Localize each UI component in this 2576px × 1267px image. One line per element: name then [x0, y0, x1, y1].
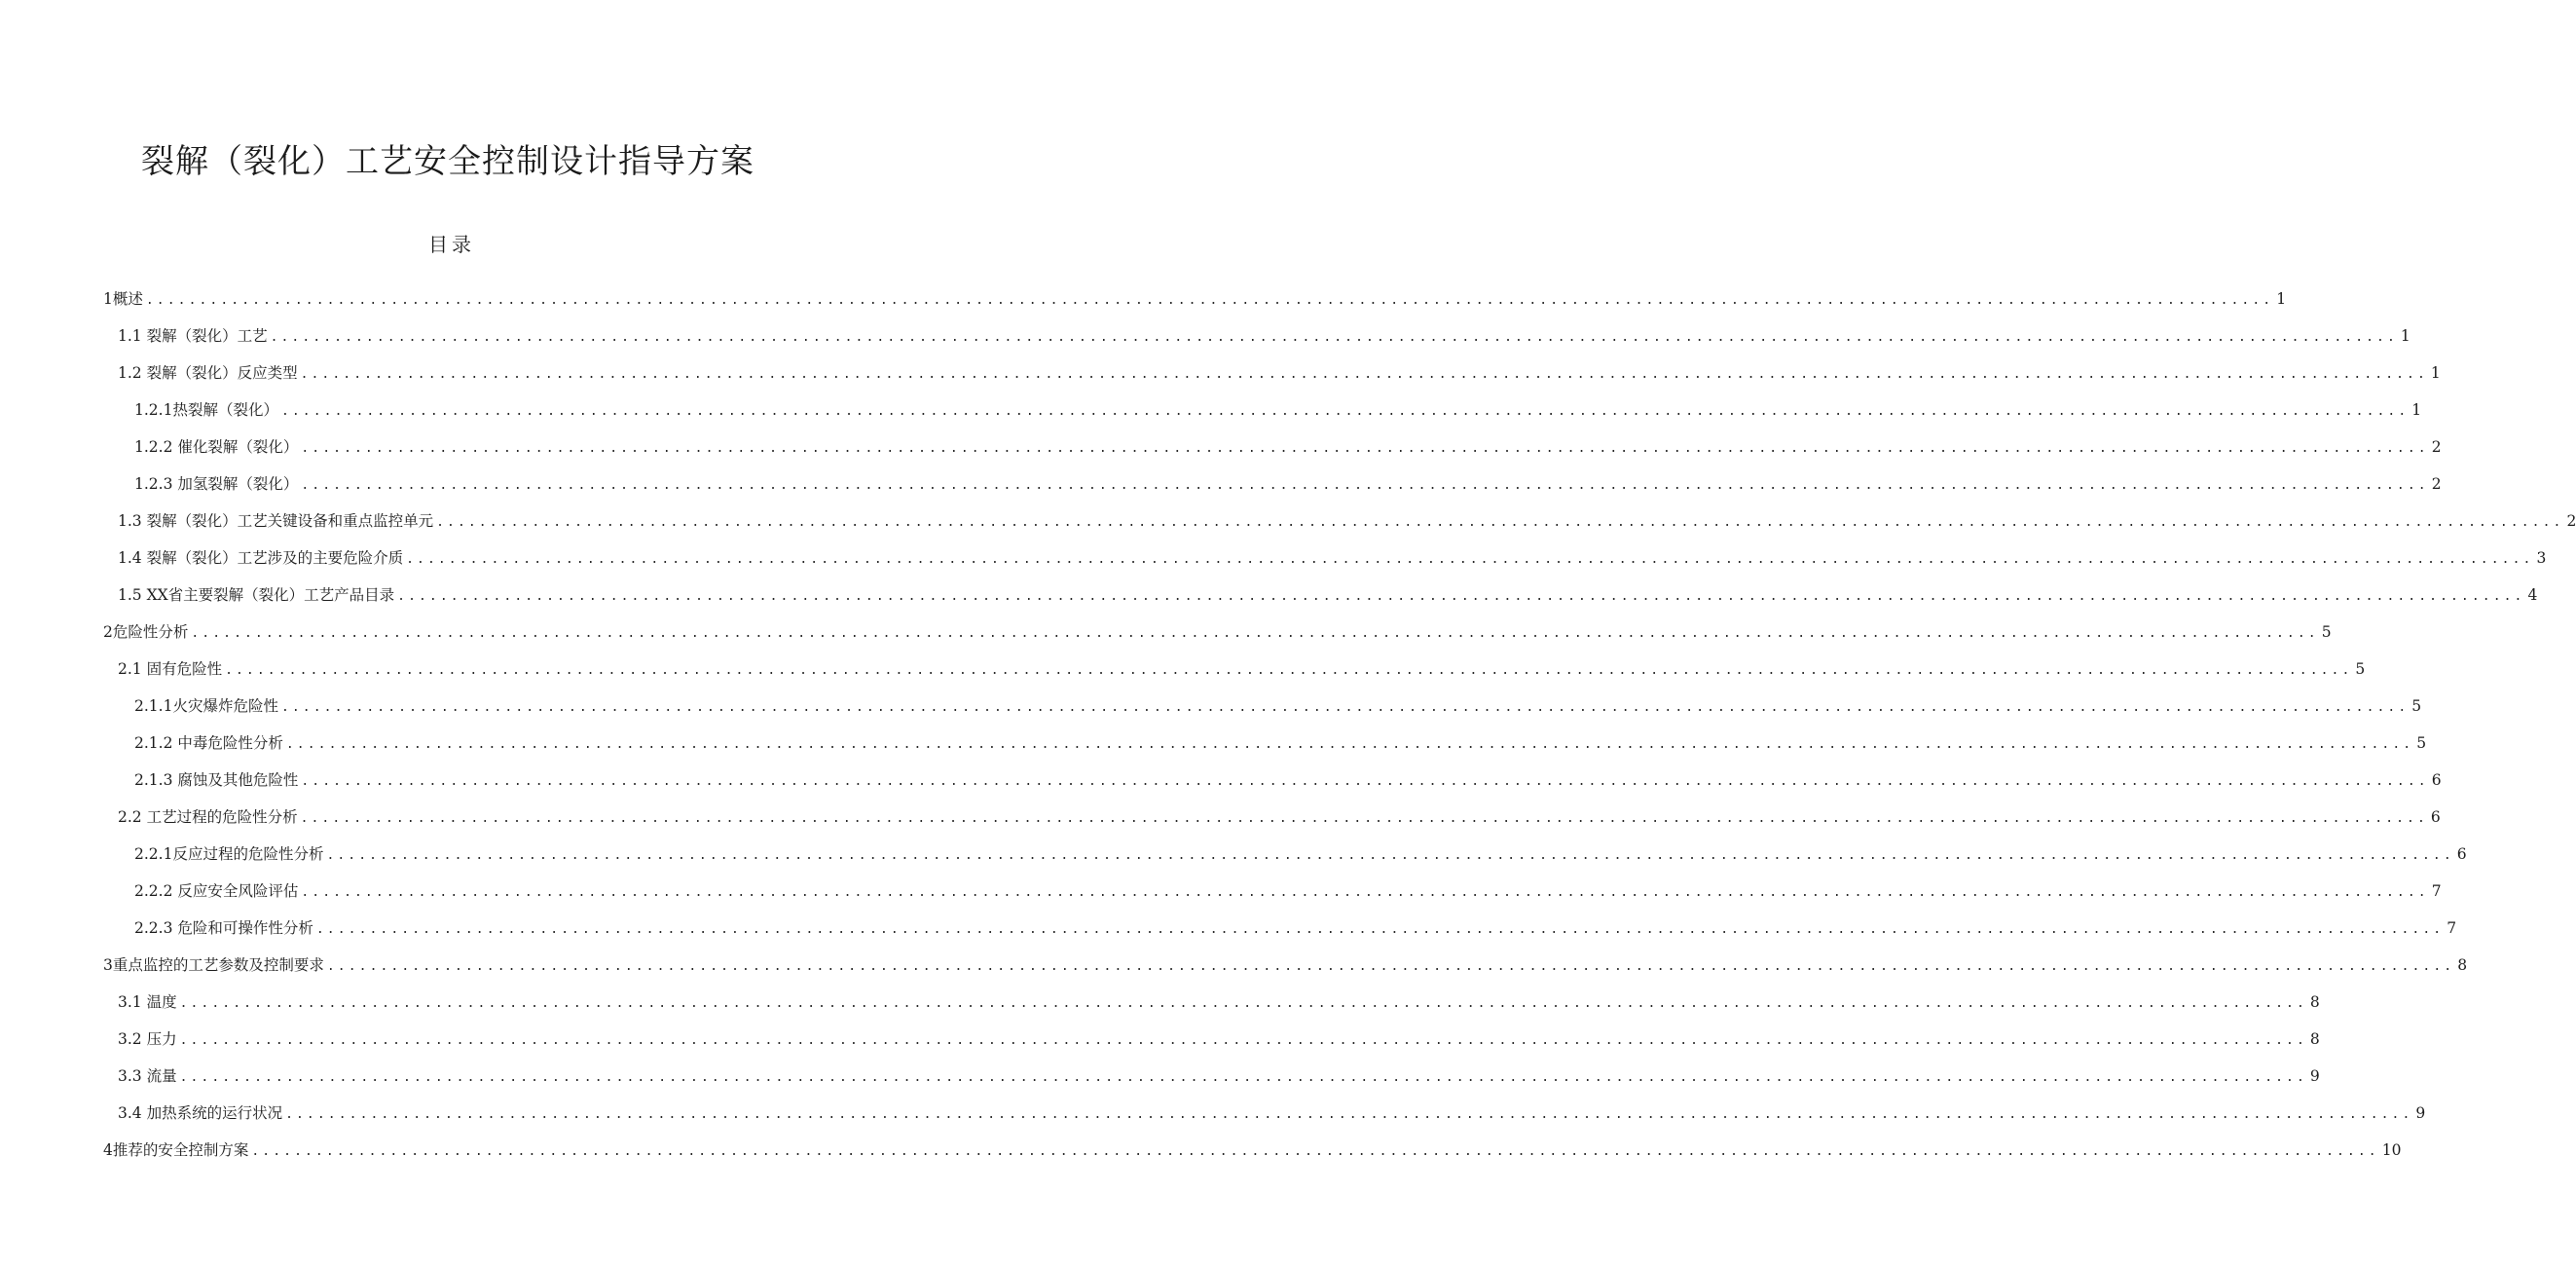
- toc-entry[interactable]: [118, 1058, 2320, 1095]
- toc-dot-leader: ........................................................................................................................................................................................................: [251, 1144, 2379, 1159]
- toc-dot-leader: ........................................................................................................................................................................................................: [300, 367, 2428, 382]
- toc-entry[interactable]: [118, 984, 2320, 1021]
- toc-entry[interactable]: [118, 1021, 2320, 1058]
- toc-entry-label: 3.3 流量: [118, 1067, 177, 1085]
- toc-entry-label: 2.2 工艺过程的危险性分析: [118, 808, 298, 826]
- toc-entry[interactable]: [118, 317, 2410, 354]
- toc-page-number: 5: [2355, 660, 2366, 678]
- toc-entry[interactable]: [118, 651, 2366, 688]
- toc-entry-label: 1.2.2 催化裂解（裂化）: [134, 438, 299, 456]
- toc-dot-leader: ........................................................................................................................................................................................................: [300, 811, 2428, 826]
- toc-dot-leader: ........................................................................................................................................................................................................: [179, 1033, 2307, 1048]
- toc-page-number: 8: [2309, 993, 2320, 1011]
- toc-page-number: 6: [2456, 845, 2467, 863]
- toc-heading: 目录: [428, 233, 475, 256]
- toc-page-number: 3: [2536, 549, 2547, 567]
- toc-entry[interactable]: [134, 391, 2422, 429]
- toc-entry-label: 1.4 裂解（裂化）工艺涉及的主要危险介质: [118, 549, 404, 567]
- toc-dot-leader: ........................................................................................................................................................................................................: [301, 478, 2429, 493]
- toc-entry[interactable]: [103, 1132, 2402, 1169]
- toc-page-number: 4: [2527, 586, 2538, 604]
- toc-entry[interactable]: [118, 354, 2441, 391]
- toc-dot-leader: ........................................................................................................................................................................................................: [145, 293, 2274, 308]
- toc-dot-leader: ........................................................................................................................................................................................................: [326, 959, 2455, 974]
- toc-page-number: 5: [2416, 734, 2427, 752]
- toc-entry[interactable]: [118, 540, 2547, 577]
- toc-entry-label: 2.1.2 中毒危险性分析: [134, 734, 283, 752]
- toc-entry-label: 1.2 裂解（裂化）反应类型: [118, 364, 298, 382]
- toc-dot-leader: ........................................................................................................................................................................................................: [280, 700, 2410, 715]
- toc-dot-leader: ........................................................................................................................................................................................................: [285, 737, 2414, 752]
- toc-entry-label: 3重点监控的工艺参数及控制要求: [103, 956, 324, 974]
- toc-dot-leader: ........................................................................................................................................................................................................: [179, 1070, 2307, 1085]
- toc-entry-label: 2.1.3 腐蚀及其他危险性: [134, 771, 299, 789]
- toc-dot-leader: ........................................................................................................................................................................................................: [270, 330, 2398, 345]
- toc-entry[interactable]: [134, 466, 2442, 503]
- toc-entry-label: 1.2.3 加氢裂解（裂化）: [134, 475, 299, 493]
- toc-entry-label: 2.2.1反应过程的危险性分析: [134, 845, 324, 863]
- toc-entry-label: 1.3 裂解（裂化）工艺关键设备和重点监控单元: [118, 512, 434, 530]
- toc-dot-leader: ........................................................................................................................................................................................................: [285, 1107, 2413, 1122]
- toc-entry[interactable]: [134, 688, 2422, 725]
- toc-dot-leader: ........................................................................................................................................................................................................: [315, 922, 2445, 937]
- toc-page-number: 1: [2400, 327, 2410, 345]
- toc-dot-leader: ........................................................................................................................................................................................................: [301, 441, 2429, 456]
- toc-entry[interactable]: [118, 503, 2576, 540]
- document-title: 裂解（裂化）工艺安全控制设计指导方案: [141, 142, 754, 181]
- toc-entry-label: 3.1 温度: [118, 993, 177, 1011]
- toc-dot-leader: ........................................................................................................................................................................................................: [436, 515, 2564, 530]
- toc-page-number: 5: [2411, 697, 2422, 715]
- toc-entry-label: 3.2 压力: [118, 1030, 177, 1048]
- toc-dot-leader: ........................................................................................................................................................................................................: [179, 996, 2307, 1011]
- toc-entry[interactable]: [134, 836, 2467, 873]
- toc-entry-label: 1.5 XX省主要裂解（裂化）工艺产品目录: [118, 586, 395, 604]
- toc-dot-leader: ........................................................................................................................................................................................................: [280, 404, 2410, 419]
- toc-entry-label: 2.1.1火灾爆炸危险性: [134, 697, 278, 715]
- toc-entry-label: 2.2.3 危险和可操作性分析: [134, 919, 313, 937]
- toc-entry[interactable]: [118, 799, 2441, 836]
- toc-entry-label: 3.4 加热系统的运行状况: [118, 1104, 283, 1122]
- toc-entry[interactable]: [103, 280, 2287, 317]
- toc-page-number: 10: [2381, 1141, 2402, 1159]
- toc-page-number: 9: [2309, 1067, 2320, 1085]
- toc-entry[interactable]: [134, 762, 2442, 799]
- toc-entry-label: 1.2.1热裂解（裂化）: [134, 401, 278, 419]
- toc-page-number: 6: [2430, 808, 2441, 826]
- toc-dot-leader: ........................................................................................................................................................................................................: [225, 663, 2353, 678]
- toc-page-number: 1: [2430, 364, 2441, 382]
- toc-entry[interactable]: [134, 910, 2457, 947]
- toc-page-number: 1: [2276, 290, 2287, 308]
- toc-dot-leader: ........................................................................................................................................................................................................: [406, 552, 2534, 567]
- toc-entry[interactable]: [134, 725, 2427, 762]
- toc-page-number: 5: [2321, 623, 2332, 641]
- toc-dot-leader: ........................................................................................................................................................................................................: [191, 626, 2319, 641]
- toc-page-number: 7: [2431, 882, 2442, 900]
- toc-page-number: 2: [2566, 512, 2576, 530]
- toc-page-number: 6: [2431, 771, 2442, 789]
- toc-entry[interactable]: [118, 577, 2538, 614]
- toc-page-number: 2: [2431, 438, 2442, 456]
- toc-entry[interactable]: [103, 614, 2332, 651]
- toc-page-number: 2: [2431, 475, 2442, 493]
- toc-entry[interactable]: [118, 1095, 2426, 1132]
- toc-dot-leader: ........................................................................................................................................................................................................: [397, 589, 2525, 604]
- toc-dot-leader: ........................................................................................................................................................................................................: [301, 885, 2429, 900]
- toc-dot-leader: ........................................................................................................................................................................................................: [326, 848, 2454, 863]
- toc-page-number: 8: [2309, 1030, 2320, 1048]
- toc-entry-label: 2危险性分析: [103, 623, 189, 641]
- toc-dot-leader: ........................................................................................................................................................................................................: [301, 774, 2429, 789]
- toc-entry-label: 1概述: [103, 290, 143, 308]
- toc-entry-label: 4推荐的安全控制方案: [103, 1141, 249, 1159]
- toc-page-number: 9: [2415, 1104, 2426, 1122]
- toc-entry[interactable]: [134, 873, 2442, 910]
- toc-entry-label: 2.2.2 反应安全风险评估: [134, 882, 299, 900]
- toc-page-number: 7: [2447, 919, 2457, 937]
- toc-entry[interactable]: [103, 947, 2468, 984]
- toc-page-number: 1: [2411, 401, 2422, 419]
- toc-page-number: 8: [2457, 956, 2468, 974]
- toc-entry-label: 1.1 裂解（裂化）工艺: [118, 327, 268, 345]
- toc-entry[interactable]: [134, 429, 2442, 466]
- toc-entry-label: 2.1 固有危险性: [118, 660, 223, 678]
